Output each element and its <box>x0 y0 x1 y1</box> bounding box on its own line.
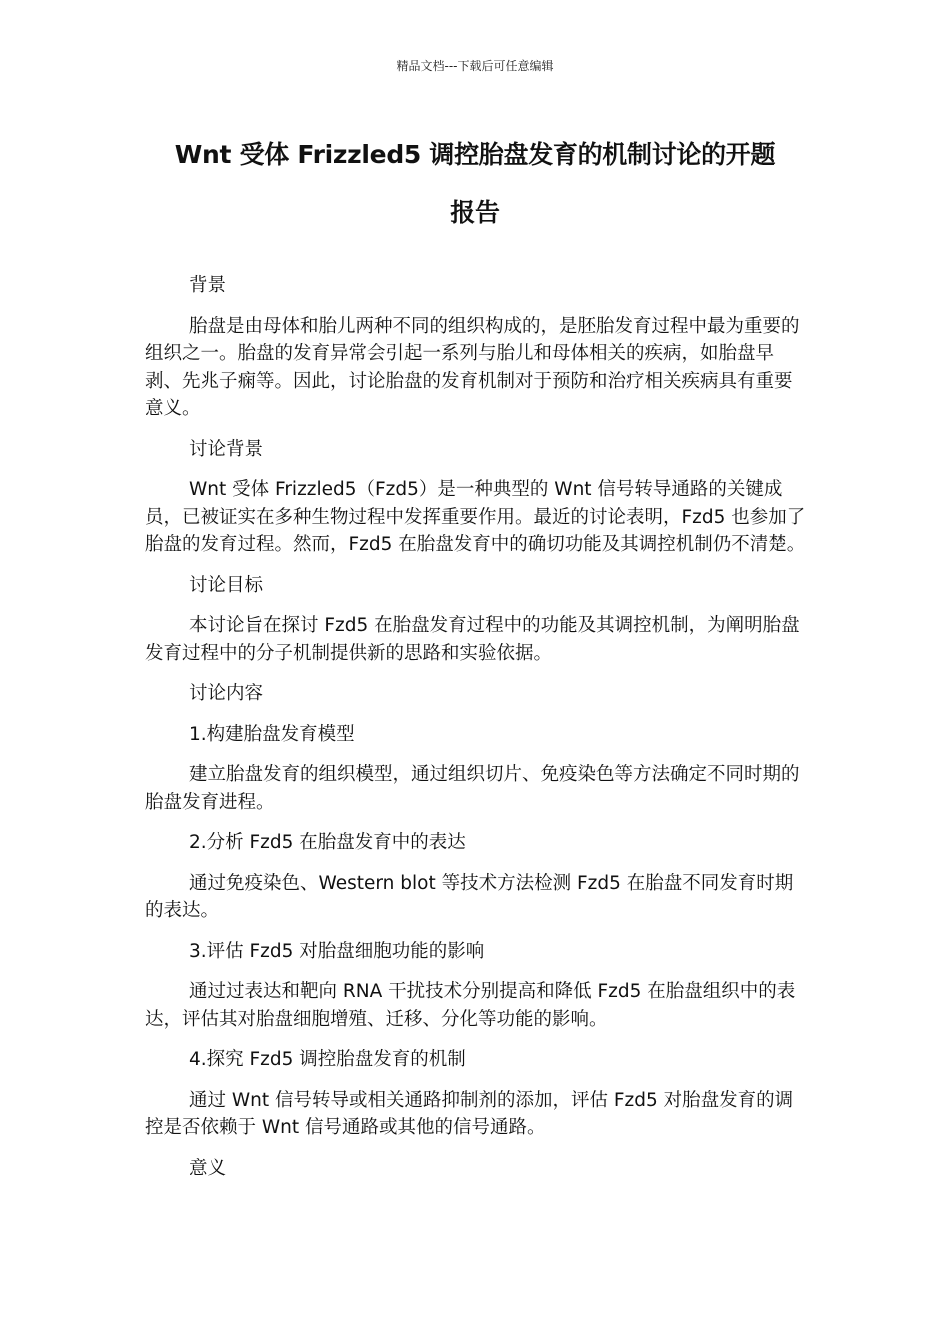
section-heading-goal: 讨论目标 <box>189 574 264 596</box>
paragraph-item-4: 通过 Wnt 信号转导或相关通路抑制剂的添加，评估 Fzd5 对胎盘发育的调控是否依赖于 Wnt 信号通路或其他的信号通路。 <box>145 1089 794 1138</box>
document-title-line-2: 报告 <box>450 198 500 227</box>
item-heading-4: 4.探究 Fzd5 调控胎盘发育的机制 <box>189 1049 466 1070</box>
document-body <box>145 272 810 1195</box>
paragraph-item-3: 通过过表达和靶向 RNA 干扰技术分别提高和降低 Fzd5 在胎盘组织中的表达，评估其对胎盘细胞增殖、迁移、分化等功能的影响。 <box>145 981 796 1030</box>
paragraph-goal: 本讨论旨在探讨 Fzd5 在胎盘发育过程中的功能及其调控机制，为阐明胎盘发育过程中的分子机制提供新的思路和实验依据。 <box>145 615 800 664</box>
section-heading-background: 背景 <box>189 275 227 296</box>
section-heading-significance: 意义 <box>189 1157 227 1179</box>
paragraph-background: 胎盘是由母体和胎儿两种不同的组织构成的，是胚胎发育过程中最为重要的组织之一。胎盘的发育异常会引起一系列与胎儿和母体相关的疾病，如胎盘早剥、先兆子痫等。因此，讨论胎盘的发育机制对于预防和治疗相关疾病具有重要意义。 <box>145 315 800 419</box>
section-heading-research-background: 讨论背景 <box>189 438 264 460</box>
paragraph-item-2: 通过免疫染色、Western blot 等技术方法检测 Fzd5 在胎盘不同发育时期的表达。 <box>145 872 794 921</box>
document-title-line-1: Wnt 受体 Frizzled5 调控胎盘发育的机制讨论的开题 <box>174 140 776 169</box>
item-heading-1: 1.构建胎盘发育模型 <box>189 723 355 745</box>
item-heading-3: 3.评估 Fzd5 对胎盘细胞功能的影响 <box>189 940 485 962</box>
paragraph-item-1: 建立胎盘发育的组织模型，通过组织切片、免疫染色等方法确定不同时期的胎盘发育进程。 <box>145 764 800 813</box>
section-heading-content: 讨论内容 <box>189 683 264 704</box>
item-heading-2: 2.分析 Fzd5 在胎盘发育中的表达 <box>189 832 466 853</box>
page-header-note: 精品文档---下载后可任意编辑 <box>396 59 554 73</box>
paragraph-research-background: Wnt 受体 Frizzled5（Fzd5）是一种典型的 Wnt 信号转导通路的关键成员，已被证实在多种生物过程中发挥重要作用。最近的讨论表明，Fzd5 也参加了胎盘的发育过程。然而，Fzd5 在胎盘发育中的确切功能及其调控机制仍不清楚。 <box>145 479 806 555</box>
